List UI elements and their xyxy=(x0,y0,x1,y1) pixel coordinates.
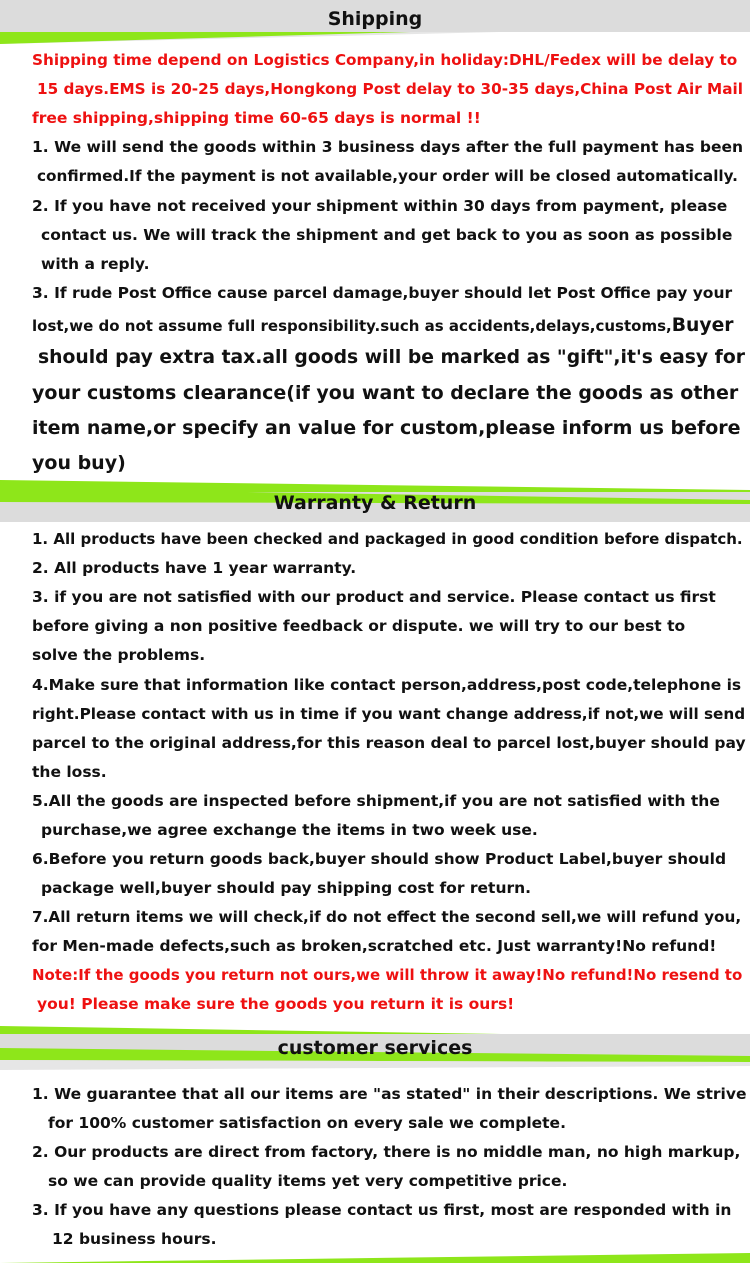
warranty-line: 2. All products have 1 year warranty. xyxy=(32,559,357,577)
shipping-line: 1. We will send the goods within 3 business days after the full payment has been xyxy=(32,138,744,156)
shipping-line: confirmed.If the payment is not available,your order will be closed automatically. xyxy=(37,167,738,185)
warranty-line: package well,buyer should pay shipping cost for return. xyxy=(41,879,532,897)
warranty-line: 3. if you are not satisfied with our product and service. Please contact us first xyxy=(32,588,716,606)
warranty-line: for Men-made defects,such as broken,scratched etc. Just warranty!No refund! xyxy=(32,937,717,955)
warranty-line: right.Please contact with us in time if you want change address,if not,we will send xyxy=(32,705,746,723)
shipping-notice-line: Shipping time depend on Logistics Company,in holiday:DHL/Fedex will be delay to xyxy=(32,51,738,69)
warranty-line: 1. All products have been checked and packaged in good condition before dispatch. xyxy=(32,530,743,548)
shipping-notice-line: free shipping,shipping time 60-65 days is normal !! xyxy=(32,109,481,127)
warranty-banner xyxy=(0,480,750,524)
shipping-line-prefix: lost,we do not assume full responsibility.such as accidents,delays,customs, xyxy=(32,317,672,335)
shipping-line: contact us. We will track the shipment and get back to you as soon as possible xyxy=(41,226,733,244)
customer-line: 12 business hours. xyxy=(52,1230,217,1248)
warranty-line: 6.Before you return goods back,buyer should show Product Label,buyer should xyxy=(32,850,727,868)
warranty-line: 5.All the goods are inspected before shipment,if you are not satisfied with the xyxy=(32,792,720,810)
warranty-line: purchase,we agree exchange the items in two week use. xyxy=(41,821,538,839)
customer-line: 1. We guarantee that all our items are "as stated" in their descriptions. We strive xyxy=(32,1085,747,1103)
warranty-line: the loss. xyxy=(32,763,107,781)
customer-line: so we can provide quality items yet very competitive price. xyxy=(48,1172,568,1190)
warranty-note-line: Note:If the goods you return not ours,we will throw it away!No refund!No resend to xyxy=(32,966,743,984)
shipping-title: Shipping xyxy=(327,8,423,30)
shipping-line: with a reply. xyxy=(41,255,150,273)
shipping-line-big-word: Buyer xyxy=(671,315,734,336)
warranty-line: before giving a non positive feedback or dispute. we will try to our best to xyxy=(32,617,686,635)
warranty-line: 4.Make sure that information like contact person,address,post code,telephone is xyxy=(32,676,742,694)
shipping-big-line: your customs clearance(if you want to declare the goods as other xyxy=(32,382,739,404)
shipping-line xyxy=(32,314,734,338)
shipping-line: 2. If you have not received your shipment within 30 days from payment, please xyxy=(32,197,728,215)
shipping-notice-line: 15 days.EMS is 20-25 days,Hongkong Post delay to 30-35 days,China Post Air Mail xyxy=(37,80,743,98)
warranty-note-line: you! Please make sure the goods you return it is ours! xyxy=(37,995,515,1013)
warranty-line: 7.All return items we will check,if do not effect the second sell,we will refund you, xyxy=(32,908,742,926)
customer-title: customer services xyxy=(277,1037,473,1059)
customer-line: 3. If you have any questions please contact us first, most are responded with in xyxy=(32,1201,732,1219)
shipping-big-line: should pay extra tax.all goods will be marked as "gift",it's easy for xyxy=(38,347,745,368)
banner-graphic xyxy=(0,1251,750,1263)
shipping-banner xyxy=(0,0,750,44)
shipping-line: 3. If rude Post Office cause parcel damage,buyer should let Post Office pay your xyxy=(32,284,733,302)
customer-banner xyxy=(0,1026,750,1070)
shipping-big-line: item name,or specify an value for custom,please inform us before xyxy=(32,417,741,439)
customer-line: for 100% customer satisfaction on every sale we complete. xyxy=(48,1114,566,1132)
customer-line: 2. Our products are direct from factory, there is no middle man, no high markup, xyxy=(32,1143,741,1161)
bottom-decoration xyxy=(0,1248,750,1260)
shipping-big-line: you buy) xyxy=(32,452,126,474)
warranty-line: parcel to the original address,for this reason deal to parcel lost,buyer should pay xyxy=(32,734,746,752)
warranty-title: Warranty & Return xyxy=(273,492,477,514)
warranty-line: solve the problems. xyxy=(32,646,206,664)
